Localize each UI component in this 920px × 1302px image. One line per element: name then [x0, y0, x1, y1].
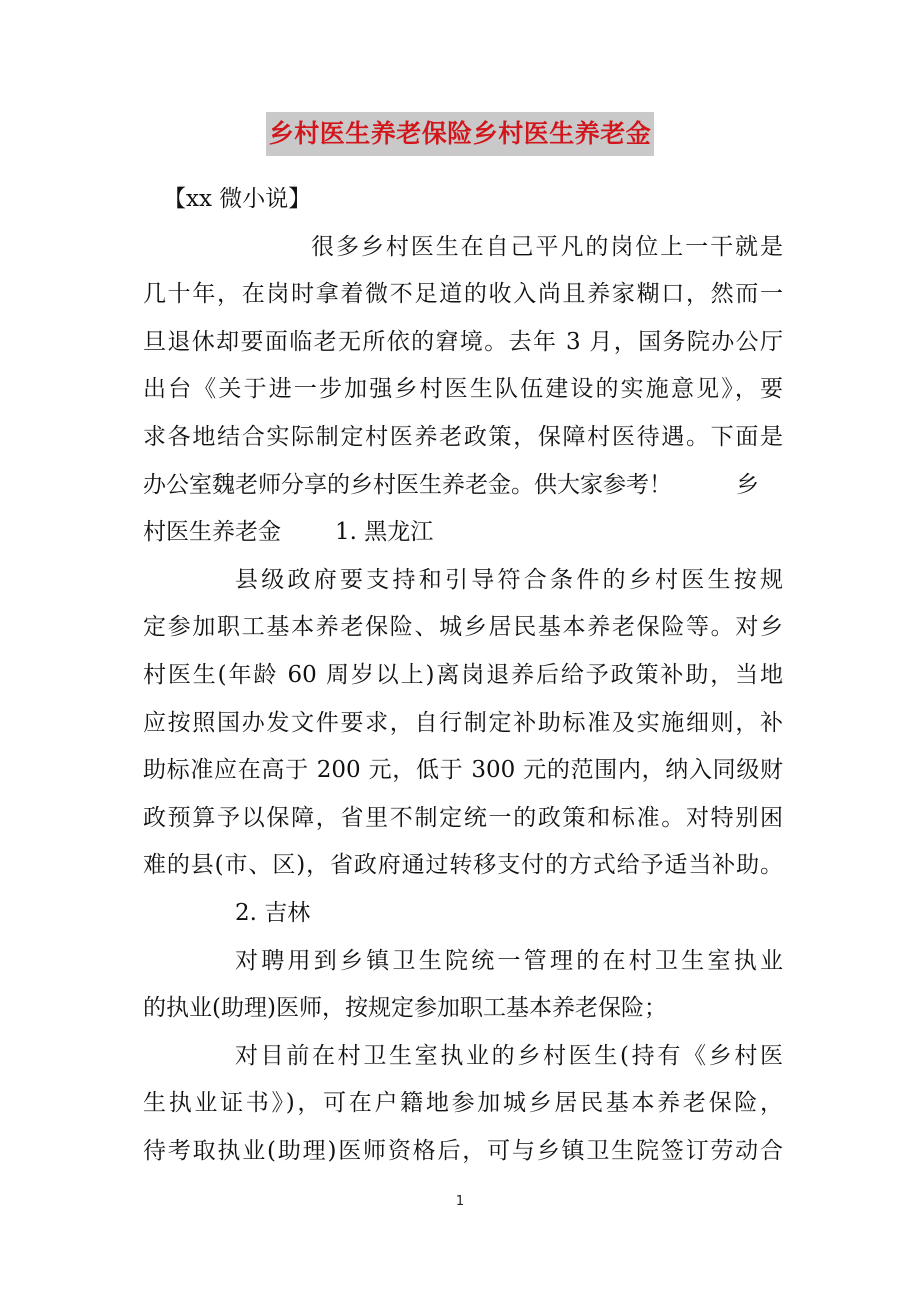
paragraph-line — [143, 462, 783, 510]
paragraph-line: 几十年，在岗时拿着微不足道的收入尚且养家糊口，然而一 — [143, 281, 783, 308]
paragraph-line: 待考取执业(助理)医师资格后，可与乡镇卫生院签订劳动合 — [143, 1137, 783, 1164]
paragraph-line: 政预算予以保障，省里不制定统一的政策和标准。对特别困 — [143, 804, 783, 831]
section-heading: 2. 吉林 — [235, 899, 311, 926]
title-container — [0, 112, 920, 156]
paragraph-line: 出台《关于进一步加强乡村医生队伍建设的实施意见》，要 — [143, 376, 783, 403]
paragraph-line: 难的县(市、区)，省政府通过转移支付的方式给予适当补助。 — [143, 852, 783, 879]
page-number: 1 — [455, 1194, 465, 1209]
paragraph-line: 定参加职工基本养老保险、城乡居民基本养老保险等。对乡 — [143, 614, 783, 641]
paragraph-line: 应按照国办发文件要求，自行制定补助标准及实施细则，补 — [143, 709, 783, 736]
paragraph-text: 办公室魏老师分享的乡村医生养老金。供大家参考！ — [143, 471, 672, 498]
document-title: 乡村医生养老保险乡村医生养老金 — [266, 112, 655, 156]
paragraph-line: 生执业证书》)，可在户籍地参加城乡居民基本养老保险， — [143, 1090, 783, 1117]
paragraph-line: 旦退休却要面临老无所依的窘境。去年 3 月，国务院办公厅 — [143, 328, 783, 355]
paragraph-line — [143, 509, 783, 557]
paragraph-line: 县级政府要支持和引导符合条件的乡村医生按规 — [235, 566, 783, 593]
paragraph-line: 对目前在村卫生室执业的乡村医生(持有《乡村医 — [235, 1042, 783, 1069]
section-heading: 1. 黑龙江 — [335, 519, 434, 546]
paragraph-line: 求各地结合实际制定村医养老政策，保障村医待遇。下面是 — [143, 423, 783, 450]
paragraph-line: 助标准应在高于 200 元，低于 300 元的范围内，纳入同级财 — [143, 757, 783, 784]
document-body — [143, 176, 783, 1175]
source-tag: 【xx 微小说】 — [163, 186, 312, 212]
paragraph-text: 乡 — [736, 471, 759, 498]
paragraph-line: 的执业(助理)医师，按规定参加职工基本养老保险； — [143, 995, 667, 1022]
paragraph-line: 对聘用到乡镇卫生院统一管理的在村卫生室执业 — [235, 947, 783, 974]
paragraph-text: 村医生养老金 — [143, 519, 281, 546]
paragraph-line: 村医生(年龄 60 周岁以上)离岗退养后给予政策补助，当地 — [143, 661, 783, 688]
paragraph-line: 很多乡村医生在自己平凡的岗位上一干就是 — [311, 233, 783, 260]
